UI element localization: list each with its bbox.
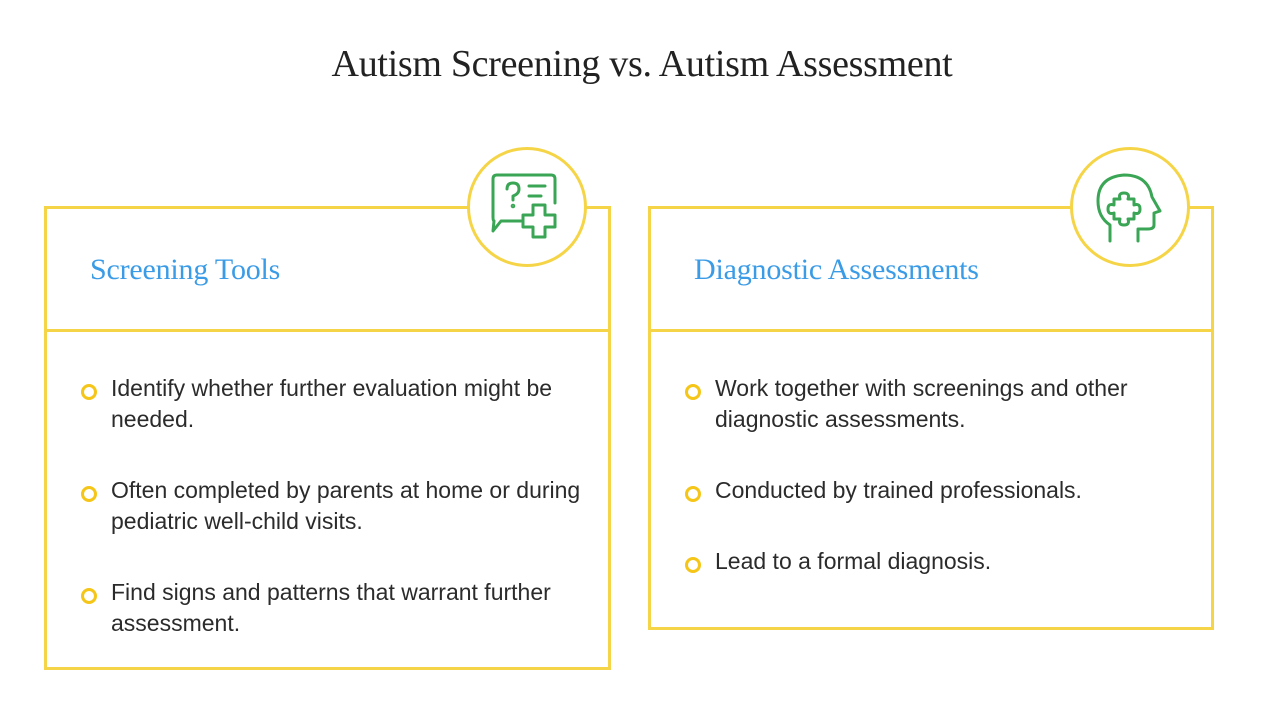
bullet-icon xyxy=(685,384,701,400)
list-item-text: Often completed by parents at home or during pediatric well-child visits. xyxy=(111,477,581,534)
list-item xyxy=(685,546,1185,577)
bullet-icon xyxy=(81,588,97,604)
head-puzzle-icon xyxy=(1088,165,1172,249)
diagnostic-icon-badge xyxy=(1070,147,1190,267)
list-item xyxy=(685,373,1185,435)
bullet-icon xyxy=(81,384,97,400)
screening-tools-card xyxy=(44,206,611,670)
list-item-text: Conducted by trained professionals. xyxy=(715,477,1082,503)
list-item-text: Work together with screenings and other diagnostic assessments. xyxy=(715,375,1128,432)
bullet-icon xyxy=(685,486,701,502)
bullet-list xyxy=(685,373,1185,617)
list-item xyxy=(81,577,581,639)
page-title: Autism Screening vs. Autism Assessment xyxy=(331,43,953,85)
list-item xyxy=(81,475,581,537)
bullet-icon xyxy=(81,486,97,502)
questionnaire-medical-icon xyxy=(485,165,569,249)
diagnostic-assessments-card xyxy=(648,206,1214,630)
card-title: Diagnostic Assessments xyxy=(694,253,979,286)
screening-icon-badge xyxy=(467,147,587,267)
bullet-icon xyxy=(685,557,701,573)
list-item-text: Identify whether further evaluation might be needed. xyxy=(111,375,553,432)
list-item-text: Find signs and patterns that warrant further assessment. xyxy=(111,579,551,636)
list-item-text: Lead to a formal diagnosis. xyxy=(715,548,992,574)
bullet-list xyxy=(81,373,581,679)
list-item xyxy=(81,373,581,435)
list-item xyxy=(685,475,1185,506)
card-title: Screening Tools xyxy=(90,253,281,286)
